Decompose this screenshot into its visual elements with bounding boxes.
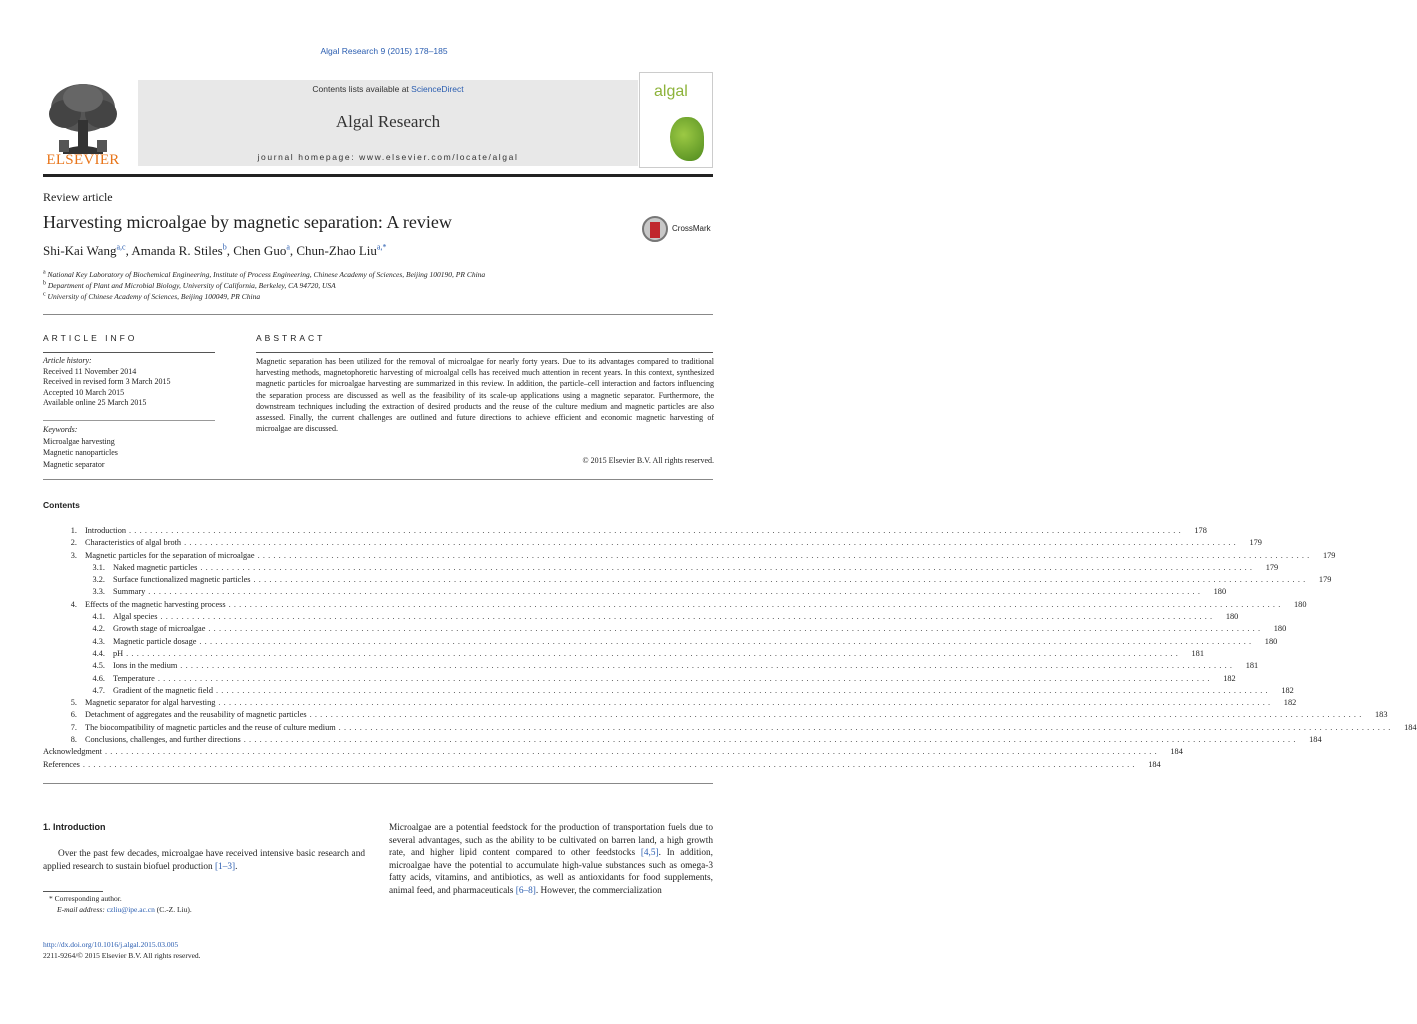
journal-masthead [43, 72, 713, 172]
citation-link[interactable]: [4,5] [640, 848, 659, 858]
toc-leader-dots: ........................................................................................................................................................................................................ [148, 587, 1204, 597]
toc-leader-dots: ........................................................................................................................................................................................................ [157, 673, 1213, 683]
toc-page-number: 182 [1283, 698, 1297, 708]
affiliation-divider [43, 314, 713, 315]
toc-leader-dots: ........................................................................................................................................................................................................ [338, 722, 1394, 732]
contents-divider [43, 783, 713, 784]
affiliation-mark: c [43, 291, 46, 298]
abstract-divider [256, 352, 713, 353]
affiliation-text: National Key Laboratory of Biochemical Engineering, Institute of Process Engineering, Chinese Academy of Sciences, Beijing 100190, PR China [47, 270, 486, 279]
toc-page-number: 180 [1225, 612, 1239, 622]
author-separator: , [125, 243, 132, 258]
toc-number: 2. [70, 538, 77, 548]
toc-label[interactable]: Surface functionalized magnetic particles [105, 574, 251, 586]
corresponding-author-footnote [43, 894, 192, 915]
issn-line: 2211-9264/© 2015 Elsevier B.V. All rights reserved. [43, 951, 201, 960]
toc-page-number: 180 [1213, 587, 1227, 597]
sciencedirect-link[interactable]: ScienceDirect [411, 84, 464, 94]
affiliation-text: University of Chinese Academy of Sciences, Beijing 100049, PR China [47, 292, 261, 301]
toc-page-number: 179 [1318, 575, 1332, 585]
toc-label[interactable]: The biocompatibility of magnetic particles and the reuse of culture medium [77, 722, 336, 734]
toc-page-number: 178 [1194, 526, 1207, 535]
toc-leader-dots: ........................................................................................................................................................................................................ [257, 550, 1313, 560]
toc-label[interactable]: Magnetic separator for algal harvesting [77, 697, 215, 709]
journal-homepage-line [138, 152, 638, 162]
affiliation-item [43, 269, 485, 280]
toc-number: 4.5. [92, 661, 105, 671]
footnote-text: Corresponding author. [54, 894, 122, 903]
toc-label[interactable]: Growth stage of microalgae [105, 623, 205, 635]
body-paragraph [43, 848, 365, 873]
citation-link[interactable]: [6–8] [515, 885, 536, 896]
author-affiliation-mark[interactable]: a,* [376, 242, 387, 252]
toc-page-number: 180 [1273, 624, 1287, 634]
toc-page-number: 182 [1223, 673, 1236, 683]
toc-label[interactable]: Effects of the magnetic harvesting process [77, 599, 226, 611]
author-name[interactable]: Chun-Zhao Liu [296, 243, 377, 258]
article-info-divider [43, 352, 215, 353]
toc-entry[interactable] [43, 697, 1297, 709]
paragraph-text: . In addition, microalgae have the potential to accumulate high-value substances such as omega-3 fatty acids, vitamins, and antibiotics, as well as antioxidants for food supplements, animal feed, and pharmaceuticals [389, 848, 714, 896]
abstract-heading: ABSTRACT [256, 333, 326, 343]
affiliation-item [43, 280, 485, 291]
author-name[interactable]: Amanda R. Stiles [131, 243, 223, 258]
history-label: Article history: [43, 356, 92, 365]
toc-page-number: 181 [1191, 648, 1204, 658]
journal-citation[interactable]: Algal Research 9 (2015) 178–185 [320, 46, 448, 56]
paragraph-text: Over the past few decades, microalgae have received intensive basic research and applied research to sustain biofuel production [43, 849, 365, 872]
table-of-contents [43, 525, 1417, 771]
toc-number: 5. [70, 698, 77, 708]
footnote-mark: * [49, 894, 53, 903]
affiliation-list [43, 269, 485, 302]
toc-page-number: 179 [1265, 562, 1279, 572]
toc-entry[interactable] [43, 746, 1183, 758]
affiliation-mark: b [43, 280, 46, 287]
article-history [43, 356, 171, 409]
paragraph-text: . However, the commercialization [535, 885, 662, 896]
toc-label[interactable]: pH [105, 648, 123, 660]
toc-entry[interactable] [43, 623, 1287, 635]
toc-entry[interactable] [43, 586, 1227, 598]
author-affiliation-mark[interactable]: b [222, 242, 227, 252]
toc-label[interactable]: Temperature [105, 673, 155, 685]
toc-entry[interactable] [43, 611, 1239, 623]
journal-cover-thumbnail[interactable] [639, 72, 713, 168]
toc-entry[interactable] [43, 599, 1307, 611]
toc-number: 4.7. [92, 685, 105, 695]
toc-label[interactable]: Magnetic particle dosage [105, 636, 196, 648]
toc-leader-dots: ........................................................................................................................................................................................................ [199, 636, 1255, 646]
toc-label[interactable]: Summary [105, 586, 145, 598]
journal-band [138, 80, 638, 166]
toc-number: 3.1. [92, 562, 105, 572]
toc-page-number: 179 [1322, 550, 1336, 560]
toc-number: 7. [70, 722, 77, 732]
toc-leader-dots: ........................................................................................................................................................................................................ [180, 661, 1236, 671]
toc-entry[interactable] [43, 574, 1332, 586]
toc-entry[interactable] [43, 709, 1388, 721]
toc-number: 6. [70, 710, 77, 720]
toc-label[interactable]: Detachment of aggregates and the reusability of magnetic particles [77, 709, 307, 721]
toc-number: 8. [70, 735, 77, 745]
toc-number: 4.1. [92, 612, 105, 622]
doi-link[interactable]: http://dx.doi.org/10.1016/j.algal.2015.03.005 [43, 940, 179, 949]
abstract-body: Magnetic separation has been utilized for the removal of microalgae for nearly forty years. Due to its advantages compared to traditional harvesting methods, magnetophoretic harvesting of microalgal cells has received much attention in recent years. In this context, synthesized magnetic particles for microalgae harvesting are summarized in this review. In addition, the particle–cell interaction and factors influencing the separation process are discussed as well as the feasibility of its scale-up applications using a magnetic separator. Furthermore, the downstream techniques including the extraction of desired products and the reuse of the culture medium and magnetic particles are also assessed. Finally, the current challenges are outlined and future directions to achieve efficient and economic magnetic harvesting of microalgae are discussed. [256, 357, 714, 434]
author-name[interactable]: Chen Guo [233, 243, 287, 258]
email-label: E-mail address: [57, 904, 107, 914]
toc-entry[interactable] [43, 660, 1259, 672]
author-affiliation-mark[interactable]: a [286, 242, 290, 252]
toc-page-number: 179 [1249, 538, 1262, 548]
toc-leader-dots: ........................................................................................................................................................................................................ [184, 538, 1239, 548]
toc-leader-dots: ........................................................................................................................................................................................................ [200, 562, 1256, 572]
toc-entry[interactable] [43, 525, 1207, 537]
crossmark-icon [642, 216, 668, 242]
keyword-list [43, 424, 118, 470]
toc-leader-dots: ........................................................................................................................................................................................................ [208, 624, 1264, 634]
toc-label[interactable]: Algal species [105, 611, 157, 623]
toc-page-number: 184 [1309, 735, 1322, 745]
paragraph-text: . [235, 861, 238, 872]
body-paragraph [389, 822, 713, 897]
toc-page-number: 184 [1148, 759, 1161, 769]
toc-leader-dots: ........................................................................................................................................................................................................ [228, 599, 1284, 609]
footnote-divider [43, 891, 103, 892]
toc-entry[interactable] [43, 685, 1294, 697]
author-separator: , [226, 243, 234, 258]
author-separator: , [289, 243, 297, 258]
doi-block [43, 939, 201, 961]
affiliation-item [43, 291, 485, 302]
toc-entry[interactable] [43, 734, 1322, 746]
masthead-divider [43, 174, 713, 177]
homepage-prefix: journal homepage: [257, 152, 360, 162]
elsevier-wordmark: ELSEVIER [46, 152, 120, 168]
toc-page-number: 180 [1264, 636, 1278, 646]
toc-number: 4.4. [92, 648, 105, 658]
toc-page-number: 184 [1404, 722, 1417, 732]
toc-number: 1. [70, 526, 77, 535]
toc-label[interactable]: Characteristics of algal broth [77, 537, 181, 549]
toc-entry[interactable] [43, 562, 1279, 574]
toc-leader-dots: ........................................................................................................................................................................................................ [126, 648, 1181, 658]
homepage-url-link[interactable]: www.elsevier.com/locate/algal [359, 152, 519, 162]
toc-entry[interactable] [43, 722, 1417, 734]
toc-label[interactable]: References [43, 759, 80, 771]
toc-label[interactable]: Gradient of the magnetic field [105, 685, 213, 697]
affiliation-text: Department of Plant and Microbial Biology, University of California, Berkeley, CA 94720, USA [47, 281, 336, 290]
toc-leader-dots: ........................................................................................................................................................................................................ [243, 735, 1299, 745]
toc-number: 3. [70, 550, 77, 560]
toc-leader-dots: ........................................................................................................................................................................................................ [218, 698, 1274, 708]
toc-page-number: 180 [1294, 599, 1307, 609]
toc-leader-dots: ........................................................................................................................................................................................................ [129, 526, 1184, 535]
toc-label[interactable]: Acknowledgment [43, 746, 102, 758]
abstract-bottom-divider [43, 479, 713, 480]
toc-entry[interactable] [43, 636, 1278, 648]
toc-number: 4.6. [92, 673, 105, 683]
email-link[interactable]: czliu@ipe.ac.cn [106, 904, 155, 914]
toc-label[interactable]: Naked magnetic particles [105, 562, 197, 574]
toc-page-number: 181 [1245, 661, 1259, 671]
toc-label[interactable]: Conclusions, challenges, and further directions [77, 734, 241, 746]
toc-number: 4. [70, 599, 77, 609]
article-title: Harvesting microalgae by magnetic separation: A review [43, 212, 452, 232]
toc-leader-dots: ........................................................................................................................................................................................................ [253, 575, 1309, 585]
toc-number: 4.2. [92, 624, 105, 634]
contents-prefix: Contents lists available at [312, 84, 412, 94]
citation-link[interactable]: [1–3] [214, 861, 236, 872]
contents-heading: Contents [43, 500, 80, 510]
author-affiliation-mark[interactable]: a,c [116, 242, 126, 252]
toc-label[interactable]: Introduction [77, 525, 126, 537]
journal-title: Algal Research [335, 112, 441, 131]
toc-leader-dots: ........................................................................................................................................................................................................ [105, 747, 1160, 757]
keyword-item: Microalgae harvesting [43, 436, 115, 446]
history-item: Available online 25 March 2015 [43, 398, 147, 407]
keyword-item: Magnetic separator [43, 459, 105, 469]
toc-entry[interactable] [43, 673, 1236, 685]
toc-entry[interactable] [43, 537, 1262, 549]
crossmark-badge[interactable] [642, 216, 714, 244]
affiliation-mark: a [43, 269, 46, 276]
author-name[interactable]: Shi-Kai Wang [43, 243, 117, 258]
history-item: Received 11 November 2014 [43, 366, 137, 376]
toc-entry[interactable] [43, 648, 1204, 660]
toc-label[interactable]: Magnetic particles for the separation of microalgae [77, 550, 255, 562]
section-heading-introduction: 1. Introduction [43, 822, 106, 832]
toc-leader-dots: ........................................................................................................................................................................................................ [309, 710, 1365, 720]
keywords-divider [43, 420, 215, 421]
cover-leaf-image [670, 117, 704, 161]
article-type: Review article [43, 190, 113, 204]
toc-leader-dots: ........................................................................................................................................................................................................ [82, 759, 1138, 769]
toc-page-number: 182 [1281, 685, 1294, 695]
author-list [43, 243, 386, 259]
cover-title: algal [654, 83, 688, 100]
article-info-heading: ARTICLE INFO [43, 333, 138, 343]
toc-number: 3.3. [92, 587, 105, 597]
contents-available-line [138, 84, 638, 94]
toc-leader-dots: ........................................................................................................................................................................................................ [160, 612, 1216, 622]
toc-number: 3.2. [92, 575, 105, 585]
crossmark-label: CrossMark [672, 224, 711, 233]
toc-page-number: 183 [1375, 710, 1388, 720]
abstract-copyright: © 2015 Elsevier B.V. All rights reserved. [582, 456, 714, 465]
toc-number: 4.3. [92, 636, 105, 646]
toc-label[interactable]: Ions in the medium [105, 660, 177, 672]
keyword-item: Magnetic nanoparticles [43, 448, 118, 457]
history-item: Accepted 10 March 2015 [43, 387, 125, 397]
paragraph-text: Microalgae are a potential feedstock for the production of transportation fuels due to several advantages, such as the ability to be cultivated on barren land, a high growth rate, and higher lipid content compared to other feedstocks [389, 823, 713, 858]
history-item: Received in revised form 3 March 2015 [43, 377, 171, 386]
toc-entry[interactable] [43, 759, 1161, 771]
footnote-text: (C.-Z. Liu). [154, 904, 192, 914]
toc-leader-dots: ........................................................................................................................................................................................................ [215, 685, 1271, 695]
footnote-line [43, 894, 192, 905]
toc-entry[interactable] [43, 550, 1336, 562]
keywords-label: Keywords: [43, 425, 78, 434]
footnote-line [43, 905, 192, 916]
toc-page-number: 184 [1170, 747, 1183, 757]
